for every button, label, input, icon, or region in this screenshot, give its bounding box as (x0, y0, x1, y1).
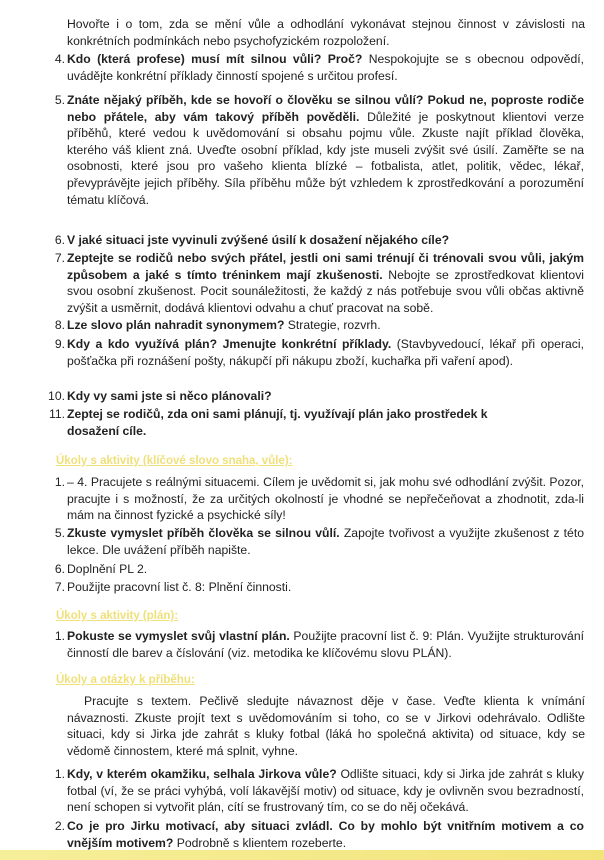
item-number: 6. (54, 233, 65, 247)
list-item (48, 406, 584, 439)
item-question: Znáte nějaký příběh, kde se hovoří o člověku se silnou vůlí? Pokud ne, poproste rodiče nebo přátele, aby vám takový příběh pověděli. (67, 93, 584, 124)
list-item (48, 766, 584, 816)
item-number: 7. (54, 580, 65, 594)
item-number: 4. (54, 52, 65, 66)
item-number: 7. (54, 251, 65, 265)
item-text: (Stavbyvedoucí, lékař při operaci, pošťačka při roznášení pošty, nákupčí při nákupu zboží, kuchařka při vaření apod). (67, 337, 584, 368)
list-item (48, 388, 584, 405)
item-text: Zapojte tvořivost a využijte zkušenost z této lekce. Dle uvážení příběh napište. (67, 526, 584, 557)
item-question: Lze slovo plán nahradit synonymem? (67, 318, 285, 332)
item-number: 8. (54, 318, 65, 332)
item-number: 1. (54, 629, 65, 643)
item-text: Nebojte se zprostředkovat klientovi svou osobní zkušenost. Pocit sounáležitosti, že každý z nás potřebuje svou vůli občas aktivně zvýšit a usměrnit, dodává klientovi odvahu a chuť pracovat na sobě. (67, 267, 584, 315)
item-question: Zeptejte se rodičů nebo svých přátel, jestli oni sami trénují či trénovali svou vůli, jakým způsobem a jaké s tímto tréninkem mají zkušenosti. (67, 251, 584, 282)
item-text: Použijte pracovní list č. 9: Plán. Využijte strukturování činností dle barev a číslování (viz. metodika ke klíčovému slovu PLÁN). (67, 629, 584, 660)
item-text: Nespokojujte se s obecnou odpovědí, uvádějte konkrétní příklady činností spojené s určitou profesí. (67, 52, 584, 83)
section-heading-story: Úkoly a otázky k příběhu: (56, 674, 195, 686)
item-number: 6. (54, 562, 65, 576)
list-item (48, 628, 584, 661)
item-text: Doplnění PL 2. (67, 562, 148, 576)
item-text: Důležité je poskytnout klientovi verze příběhů, které vedou k uvědomování si obsahu pojmu vůle. Zkuste najít příklad člověka, kterého váš klient zná. Uveďte osobní příklad, kdy jste museli zvýšit své úsilí. Zaměřte se na osobnosti, které jsou pro vašeho klienta blízké – fotbalista, atlet, politik, vědec, lékař, převyprávějte jejich příběhy. Síla příběhu může být vzhledem k zprostředkování a porozumění tématu klíčová. (67, 109, 584, 207)
item-text: Strategie, rozvrh. (284, 318, 381, 332)
intro-paragraph: Hovořte i o tom, zda se mění vůle a odhodlání vykonávat stejnou činnost v závislosti na konkrétních podmínkách nebo psychofyzickém rozpoložení. (67, 17, 585, 48)
list-item (48, 51, 584, 84)
item-number: 5. (54, 93, 65, 107)
item-number: 10. (48, 389, 65, 403)
list-item (48, 336, 584, 369)
list-item (48, 525, 584, 558)
item-question: Co je pro Jirku motivací, aby situaci zvládl. Co by mohlo být vnitřním motivem a co vnějším motivem? (67, 819, 584, 850)
list-item (48, 317, 584, 334)
item-question: Kdy, v kterém okamžiku, selhala Jirkova vůle? (67, 767, 337, 781)
list-item (48, 250, 584, 316)
story-paragraph: Pracujte s textem. Pečlivě sledujte návaznost děje v čase. Veďte klienta k vnímání návaznosti. Zkuste projít text s uvědomováním si toho, co se v Jirkovi odehrávalo. Odlište situaci, kdy si Jirka jde zahrát s kluky fotbal (láká ho společná aktivita) od situace, kdy se vědomě činnostem, které má splnit, vyhne. (67, 694, 585, 758)
list-item (48, 579, 584, 596)
item-question: Kdy vy sami jste si něco plánovali? (67, 389, 272, 403)
item-question: V jaké situaci jste vyvinuli zvýšené úsilí k dosažení nějakého cíle? (67, 233, 450, 247)
item-number: 9. (54, 337, 65, 351)
list-item (48, 92, 584, 208)
list-item (48, 818, 584, 851)
item-question: Kdy a kdo využívá plán? Jmenujte konkrétní příklady. (67, 337, 392, 351)
list-item (48, 232, 584, 249)
list-item (48, 561, 584, 578)
item-number: 1. (54, 767, 65, 781)
item-question: Kdo (která profese) musí mít silnou vůli? Proč? (67, 52, 363, 66)
item-number: 1. (54, 475, 65, 489)
item-text: Odlište situaci, kdy si Jirka jde zahrát s kluky fotbal (ví, že se práci vyhýbá, volí lákavější motiv) od situace, kdy je ovlivněn svou bezradností, není schopen si vytvořit plán, cítí se frustrovaný tím, co se do něj očekává. (67, 767, 584, 815)
item-number: 2. (54, 819, 65, 833)
list-item (48, 474, 584, 524)
section-heading-activities: Úkoly s aktivity (klíčové slovo snaha, vůle): (56, 455, 293, 467)
item-question: Pokuste se vymyslet svůj vlastní plán. (67, 629, 290, 643)
item-text: Použijte pracovní list č. 8: Plnění činnosti. (67, 580, 292, 594)
item-number: 11. (48, 407, 65, 421)
item-question: Zeptej se rodičů, zda oni sami plánují, tj. využívají plán jako prostředek k dosažení cíle. (67, 407, 488, 438)
section-heading-plan: Úkoly s aktivity (plán): (56, 610, 179, 622)
item-text: Podrobně s klientem rozeberte. (173, 835, 347, 850)
item-number: 5. (54, 526, 65, 540)
footer-color-bar (0, 850, 604, 860)
item-question: Zkuste vymyslet příběh člověka se silnou vůlí. (67, 526, 340, 540)
item-text: – 4. Pracujete s reálnými situacemi. Cílem je uvědomit si, jak mohu své odhodlání zvýšit. Pozor, pracujte i s možností, že za určitých okolností je vhodné se nepřečeňovat a zhodnotit, zda-li mám na činnost fyzické a psychické síly! (67, 475, 584, 523)
